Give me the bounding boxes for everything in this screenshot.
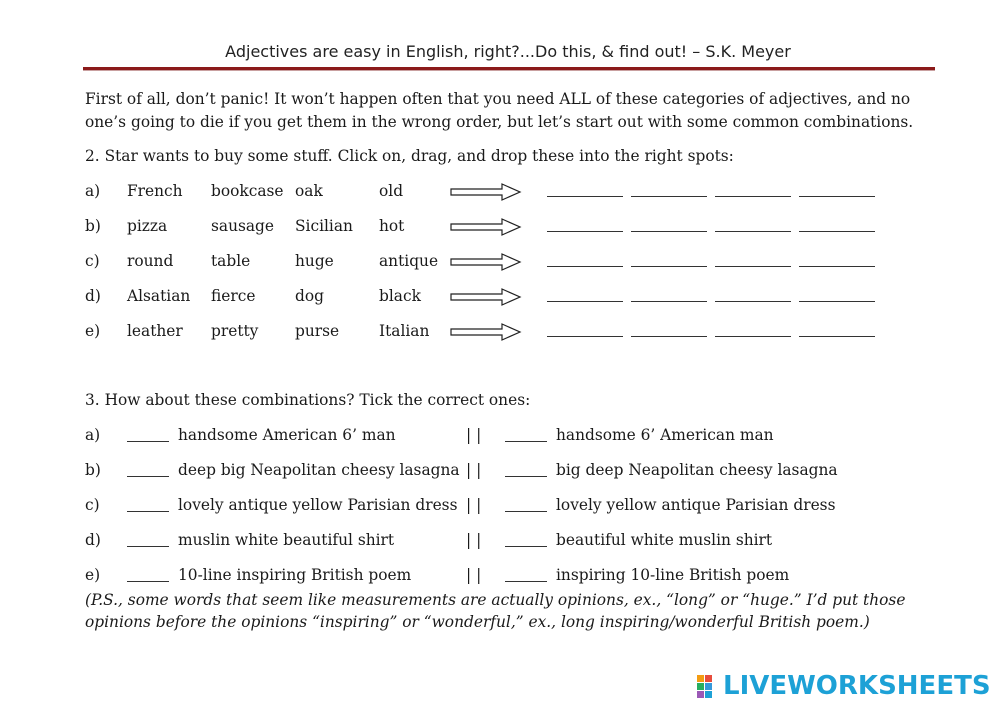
title-divider (83, 67, 935, 71)
row-letter: c) (85, 496, 100, 514)
draggable-word[interactable]: pizza (127, 217, 168, 235)
arrow-right-icon (450, 252, 522, 272)
tick-input[interactable] (505, 511, 547, 512)
separator: | | (466, 566, 482, 584)
drop-slot[interactable] (715, 266, 791, 267)
row-letter: e) (85, 566, 101, 584)
drop-slot[interactable] (631, 336, 707, 337)
tick-input[interactable] (127, 476, 169, 477)
drop-slot[interactable] (631, 301, 707, 302)
draggable-word[interactable]: Alsatian (127, 287, 191, 305)
tick-input[interactable] (127, 441, 169, 442)
drop-slot[interactable] (631, 231, 707, 232)
draggable-word[interactable]: antique (379, 252, 439, 270)
option-right: big deep Neapolitan cheesy lasagna (556, 461, 838, 479)
draggable-word[interactable]: pretty (211, 322, 259, 340)
drop-slot[interactable] (715, 196, 791, 197)
row-letter: b) (85, 217, 101, 235)
drop-slot[interactable] (547, 301, 623, 302)
intro-paragraph: First of all, don’t panic! It won’t happen often that you need ALL of these categories of adjectives, and no one’s going to die if you get them in the wrong order, but let’s start out with some common combinations. (85, 90, 914, 131)
separator: | | (466, 531, 482, 549)
option-left: handsome American 6’ man (178, 426, 396, 444)
draggable-word[interactable]: oak (295, 182, 323, 200)
tick-input[interactable] (505, 581, 547, 582)
separator: | | (466, 496, 482, 514)
row-letter: a) (85, 182, 101, 200)
row-letter: a) (85, 426, 101, 444)
drop-slot[interactable] (547, 336, 623, 337)
draggable-word[interactable]: huge (295, 252, 334, 270)
draggable-word[interactable]: hot (379, 217, 405, 235)
drop-slot[interactable] (799, 196, 875, 197)
draggable-word[interactable]: sausage (211, 217, 275, 235)
draggable-word[interactable]: round (127, 252, 174, 270)
tick-input[interactable] (505, 546, 547, 547)
draggable-word[interactable]: old (379, 182, 404, 200)
option-left: lovely antique yellow Parisian dress (178, 496, 458, 514)
draggable-word[interactable]: table (211, 252, 251, 270)
drop-slot[interactable] (799, 301, 875, 302)
option-right: lovely yellow antique Parisian dress (556, 496, 836, 514)
drop-slot[interactable] (799, 266, 875, 267)
drop-slot[interactable] (799, 231, 875, 232)
section3-heading: 3. How about these combinations? Tick the correct ones: (85, 391, 531, 409)
tick-input[interactable] (127, 581, 169, 582)
liveworksheets-logo-text: LIVEWORKSHEETS (723, 671, 991, 701)
draggable-word[interactable]: black (379, 287, 421, 305)
tick-input[interactable] (505, 441, 547, 442)
tick-input[interactable] (127, 546, 169, 547)
drop-slot[interactable] (631, 266, 707, 267)
drop-slot[interactable] (547, 231, 623, 232)
option-left: muslin white beautiful shirt (178, 531, 395, 549)
draggable-word[interactable]: Italian (379, 322, 430, 340)
row-letter: b) (85, 461, 101, 479)
draggable-word[interactable]: dog (295, 287, 324, 305)
row-letter: c) (85, 252, 100, 270)
option-left: 10-line inspiring British poem (178, 566, 412, 584)
drop-slot[interactable] (715, 301, 791, 302)
draggable-word[interactable]: fierce (211, 287, 256, 305)
separator: | | (466, 461, 482, 479)
option-right: beautiful white muslin shirt (556, 531, 773, 549)
arrow-right-icon (450, 287, 522, 307)
draggable-word[interactable]: purse (295, 322, 340, 340)
separator: | | (466, 426, 482, 444)
drop-slot[interactable] (715, 231, 791, 232)
row-letter: d) (85, 287, 101, 305)
row-letter: d) (85, 531, 101, 549)
liveworksheets-logo-icon (697, 675, 721, 699)
option-right: handsome 6’ American man (556, 426, 774, 444)
row-letter: e) (85, 322, 101, 340)
drop-slot[interactable] (547, 196, 623, 197)
draggable-word[interactable]: leather (127, 322, 183, 340)
drop-slot[interactable] (715, 336, 791, 337)
drop-slot[interactable] (547, 266, 623, 267)
draggable-word[interactable]: bookcase (211, 182, 284, 200)
section2-heading: 2. Star wants to buy some stuff. Click on, drag, and drop these into the right spots: (85, 147, 734, 165)
arrow-right-icon (450, 182, 522, 202)
option-left: deep big Neapolitan cheesy lasagna (178, 461, 460, 479)
drop-slot[interactable] (799, 336, 875, 337)
arrow-right-icon (450, 322, 522, 342)
drop-slot[interactable] (631, 196, 707, 197)
tick-input[interactable] (505, 476, 547, 477)
worksheet-title: Adjectives are easy in English, right?...Do this, & find out! – S.K. Meyer (225, 42, 791, 61)
draggable-word[interactable]: French (127, 182, 183, 200)
draggable-word[interactable]: Sicilian (295, 217, 353, 235)
ps-note: (P.S., some words that seem like measurements are actually opinions, ex., “long” or “huge.” I’d put those opinions before the opinions “inspiring” or “wonderful,” ex., long inspiring/wonderful British poem.) (85, 591, 906, 631)
tick-input[interactable] (127, 511, 169, 512)
option-right: inspiring 10-line British poem (556, 566, 790, 584)
arrow-right-icon (450, 217, 522, 237)
